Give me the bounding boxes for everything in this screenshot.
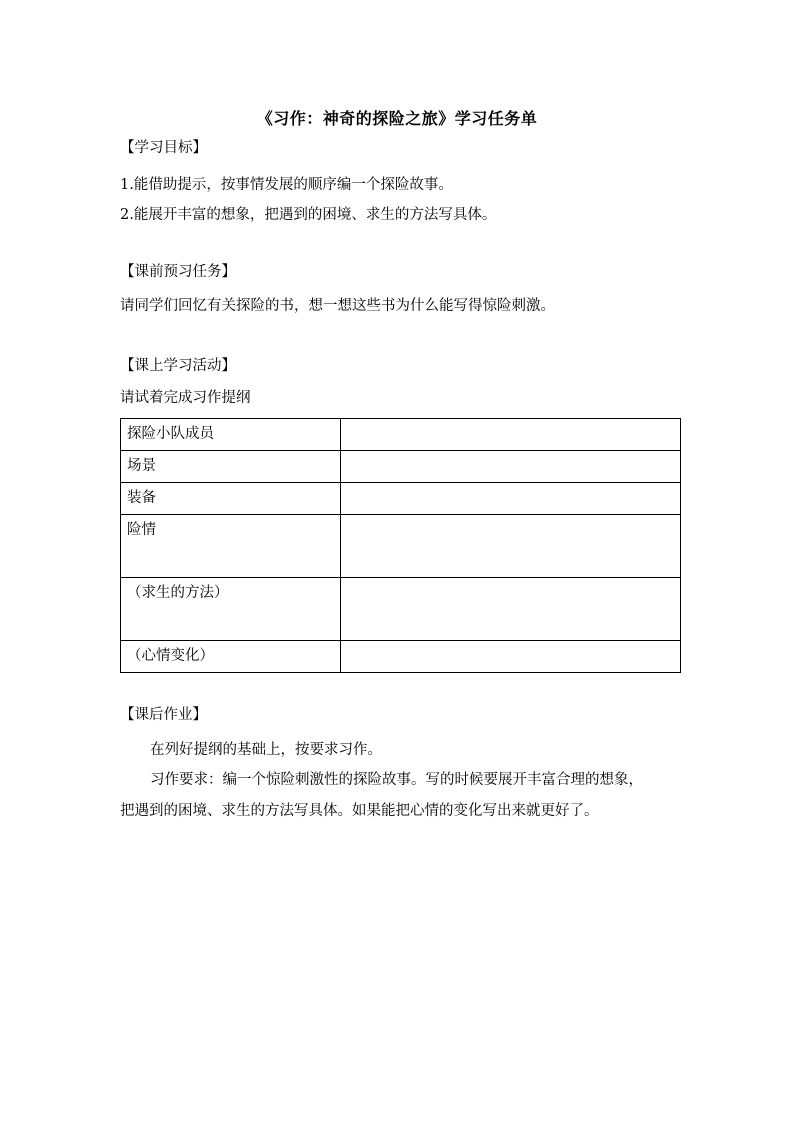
homework-line-2: 习作要求：编一个惊险刺激性的探险故事。写的时候要展开丰富合理的想象，: [150, 772, 643, 788]
table-cell-value[interactable]: [341, 515, 681, 578]
homework-line-1: 在列好提纲的基础上，按要求习作。: [150, 742, 382, 758]
table-cell-value[interactable]: [341, 578, 681, 641]
outline-table: [120, 418, 681, 673]
preview-text: 请同学们回忆有关探险的书，想一想这些书为什么能写得惊险刺激。: [120, 298, 555, 314]
table-cell-label: 探险小队成员: [121, 419, 341, 451]
table-cell-value[interactable]: [341, 451, 681, 483]
table-cell-value[interactable]: [341, 419, 681, 451]
preview-heading: 【课前预习任务】: [120, 264, 236, 280]
homework-line-3: 把遇到的困境、求生的方法写具体。如果能把心情的变化写出来就更好了。: [120, 803, 599, 819]
homework-heading: 【课后作业】: [120, 707, 207, 723]
table-cell-value[interactable]: [341, 483, 681, 515]
goals-heading: 【学习目标】: [120, 140, 207, 156]
table-row: [121, 515, 681, 578]
activity-instruction: 请试着完成习作提纲: [120, 390, 251, 406]
table-cell-label: 险情: [121, 515, 341, 578]
goal-item-2: 2.能展开丰富的想象，把遇到的困境、求生的方法写具体。: [120, 207, 497, 223]
table-cell-label: 装备: [121, 483, 341, 515]
activity-heading: 【课上学习活动】: [120, 358, 236, 374]
table-row: [121, 451, 681, 483]
page-title: 《习作：神奇的探险之旅》学习任务单: [256, 109, 538, 128]
table-cell-label: （求生的方法）: [121, 578, 341, 641]
table-row: [121, 641, 681, 673]
table-row: [121, 483, 681, 515]
goal-item-1: 1.能借助提示，按事情发展的顺序编一个探险故事。: [120, 177, 453, 193]
table-row: [121, 419, 681, 451]
table-cell-label: （心情变化）: [121, 641, 341, 673]
table-cell-label: 场景: [121, 451, 341, 483]
table-row: [121, 578, 681, 641]
table-cell-value[interactable]: [341, 641, 681, 673]
